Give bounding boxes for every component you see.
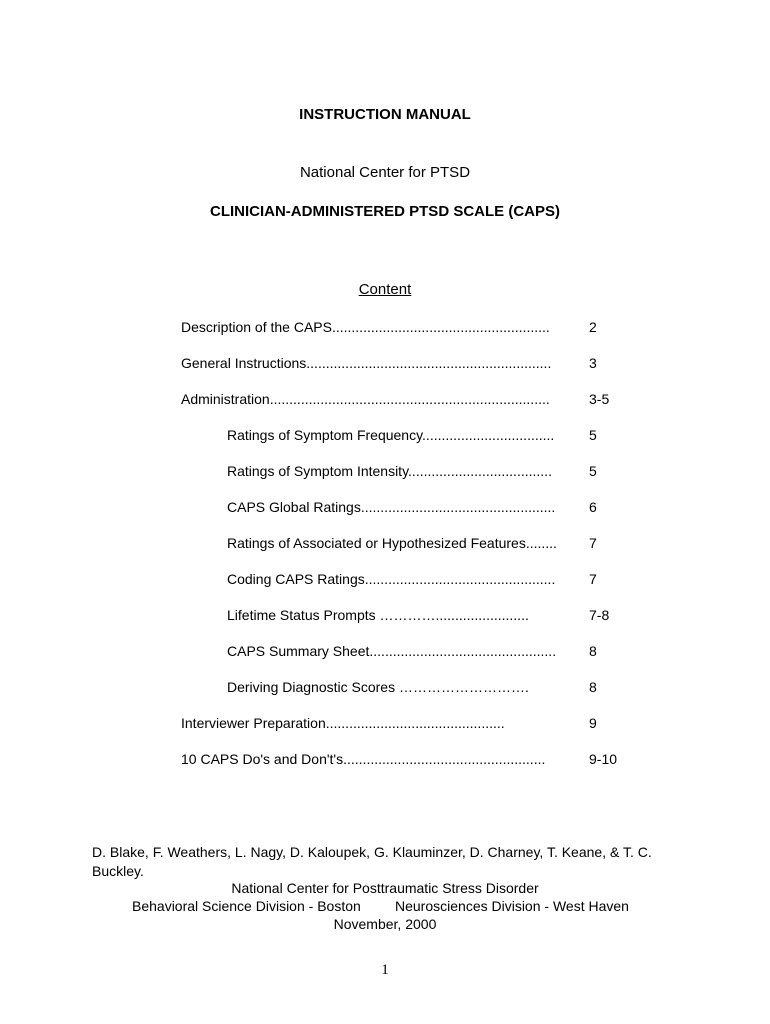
toc-entry-text: Interviewer Preparation.............................................. (181, 715, 505, 731)
toc-entry-text: Lifetime Status Prompts …………........................ (227, 607, 529, 623)
toc-entry-text: Administration........................................................................ (181, 391, 550, 407)
toc-entry-text: Ratings of Symptom Frequency.................................. (227, 427, 555, 443)
toc-entry-page: 3 (589, 355, 597, 371)
toc-entry-text: Deriving Diagnostic Scores ………………………. (227, 679, 529, 695)
toc-entry-page: 7-8 (589, 607, 610, 623)
toc-entry-page: 5 (589, 463, 597, 479)
toc-entry-lifetime-status (0, 607, 770, 627)
toc-entry-symptom-intensity (0, 463, 770, 483)
division-boston: Behavioral Science Division - Boston (132, 898, 361, 914)
toc-entry-page: 3-5 (589, 391, 610, 407)
toc-entry-global-ratings (0, 499, 770, 519)
toc-entry-page: 2 (589, 319, 597, 335)
toc-entry-interviewer-preparation (0, 715, 770, 735)
toc-entry-coding-ratings (0, 571, 770, 591)
organization-name: National Center for PTSD (299, 164, 471, 181)
toc-entry-text: Description of the CAPS........................................................ (181, 319, 550, 335)
contents-heading: Content (358, 281, 412, 298)
toc-entry-dos-and-donts (0, 751, 770, 771)
toc-entry-administration (0, 391, 770, 411)
toc-entry-text: Coding CAPS Ratings................................................. (227, 571, 556, 587)
toc-entry-page: 7 (589, 535, 597, 551)
toc-entry-text: Ratings of Associated or Hypothesized Features........ (227, 535, 557, 551)
toc-entry-page: 8 (589, 643, 597, 659)
toc-entry-text: General Instructions............................................................... (181, 355, 552, 371)
toc-entry-text: 10 CAPS Do's and Don't's.................................................... (181, 751, 546, 767)
author-list: D. Blake, F. Weathers, L. Nagy, D. Kaloupek, G. Klauminzer, D. Charney, T. Keane, & T. C. Buckley. (92, 844, 652, 879)
toc-entry-general-instructions (0, 355, 770, 375)
toc-entry-diagnostic-scores (0, 679, 770, 699)
center-name: National Center for Posttraumatic Stress Disorder (231, 880, 539, 896)
toc-entry-page: 7 (589, 571, 597, 587)
toc-entry-page: 9 (589, 715, 597, 731)
toc-entry-page: 5 (589, 427, 597, 443)
toc-entry-page: 9-10 (589, 751, 618, 767)
scale-title: CLINICIAN-ADMINISTERED PTSD SCALE (CAPS) (209, 203, 560, 220)
toc-entry-page: 6 (589, 499, 597, 515)
toc-entry-summary-sheet (0, 643, 770, 663)
document-title: INSTRUCTION MANUAL (299, 106, 471, 123)
toc-entry-symptom-frequency (0, 427, 770, 447)
page-number: 1 (381, 962, 389, 978)
toc-entry-text: CAPS Summary Sheet................................................ (227, 643, 557, 659)
toc-entry-associated-features (0, 535, 770, 555)
division-west-haven: Neurosciences Division - West Haven (395, 898, 629, 914)
publication-date: November, 2000 (333, 916, 437, 932)
toc-entry-description (0, 319, 770, 339)
toc-entry-text: Ratings of Symptom Intensity..................................... (227, 463, 552, 479)
toc-entry-page: 8 (589, 679, 597, 695)
toc-entry-text: CAPS Global Ratings.................................................. (227, 499, 556, 515)
